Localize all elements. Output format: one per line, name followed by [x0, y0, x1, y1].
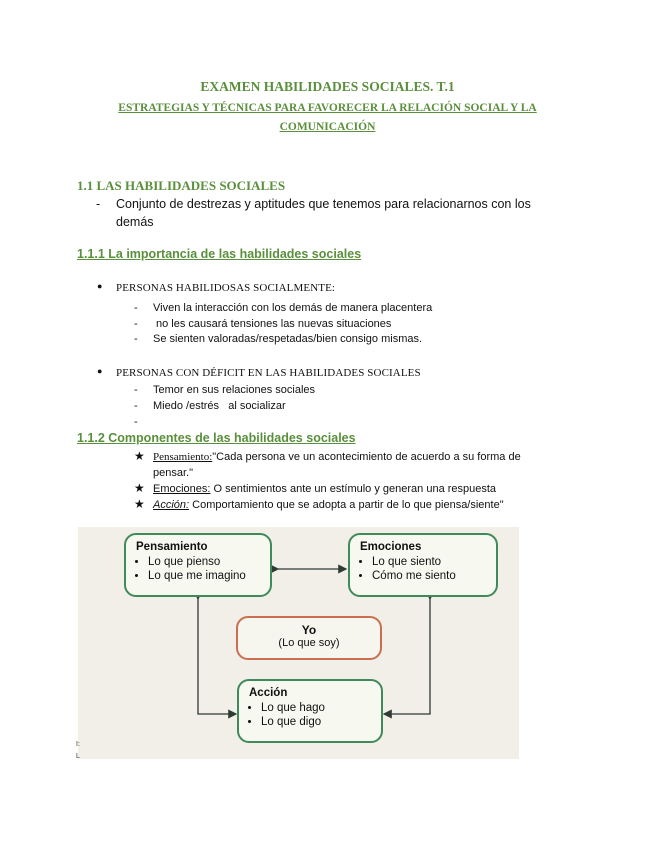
- list-item: Miedo /estrés al socializar: [153, 400, 286, 412]
- margin-mark: L: [76, 753, 80, 760]
- dash-marker: -: [134, 384, 138, 396]
- definition-text: Conjunto de destrezas y aptitudes que tenemos para relacionarnos con los demás: [116, 197, 531, 229]
- box-item: • Lo que siento: [372, 555, 496, 569]
- dash-marker: -: [134, 318, 138, 330]
- star-icon: ★: [134, 481, 145, 495]
- box-title: Acción: [249, 687, 288, 699]
- star-icon: ★: [134, 449, 145, 463]
- yo-title: Yo: [301, 623, 317, 637]
- dash-marker: -: [134, 400, 138, 412]
- definition-emociones: O sentimientos ante un estímulo y generan una respuesta: [210, 483, 497, 495]
- box-yo: [236, 616, 382, 660]
- list-item: Temor en sus relaciones sociales: [153, 384, 316, 396]
- component-pensamiento: [153, 449, 563, 481]
- box-title: Emociones: [360, 541, 422, 553]
- component-accion: [153, 497, 504, 513]
- bullet-dot: ●: [97, 281, 103, 291]
- dash-marker: -: [96, 197, 101, 211]
- bullet-heading-deficit: PERSONAS CON DÉFICIT EN LAS HABILIDADES SOCIALES: [116, 367, 421, 379]
- box-item: • Lo que me imagino: [148, 569, 270, 583]
- list-item: Viven la interacción con los demás de manera placentera: [153, 302, 433, 314]
- definition-pensamiento: "Cada persona ve un acontecimiento de acuerdo a su forma de pensar.": [153, 451, 521, 479]
- bullet-dot: ●: [97, 366, 103, 376]
- box-item: • Lo que pienso: [148, 555, 270, 569]
- box-title: Pensamiento: [136, 541, 208, 553]
- term-accion: Acción:: [153, 499, 190, 511]
- box-item: • Lo que digo: [261, 715, 381, 729]
- term-pensamiento: Pensamiento:: [153, 451, 213, 463]
- dash-marker: -: [134, 302, 138, 314]
- box-accion: [237, 679, 383, 743]
- star-icon: ★: [134, 497, 145, 511]
- margin-mark: I:: [76, 741, 80, 748]
- component-emociones: [153, 481, 496, 497]
- dash-marker: -: [134, 333, 138, 345]
- section-heading-1-1-2: 1.1.2 Componentes de las habilidades sociales: [77, 431, 356, 445]
- box-emociones: [348, 533, 498, 597]
- section-heading-1-1: 1.1 LAS HABILIDADES SOCIALES: [77, 178, 286, 193]
- box-pensamiento: [124, 533, 272, 597]
- term-emociones: Emociones:: [153, 483, 211, 495]
- list-item: no les causará tensiones las nuevas situaciones: [156, 318, 392, 330]
- bullet-heading-habilidosas: PERSONAS HABILIDOSAS SOCIALMENTE:: [116, 282, 336, 294]
- yo-subtitle: (Lo que soy): [278, 637, 340, 649]
- box-item: • Lo que hago: [261, 701, 381, 715]
- document-title: EXAMEN HABILIDADES SOCIALES. T.1: [200, 79, 455, 94]
- components-diagram: [78, 527, 519, 759]
- box-item: • Cómo me siento: [372, 569, 496, 583]
- document-subtitle: ESTRATEGIAS Y TÉCNICAS PARA FAVORECER LA RELACIÓN SOCIAL Y LA COMUNICACIÓN: [118, 102, 537, 133]
- definition-accion: Comportamiento que se adopta a partir de lo que piensa/siente": [189, 499, 504, 511]
- dash-marker: -: [134, 416, 138, 428]
- list-item: Se sienten valoradas/respetadas/bien consigo mismas.: [153, 333, 423, 345]
- section-heading-1-1-1: 1.1.1 La importancia de las habilidades sociales: [77, 247, 362, 261]
